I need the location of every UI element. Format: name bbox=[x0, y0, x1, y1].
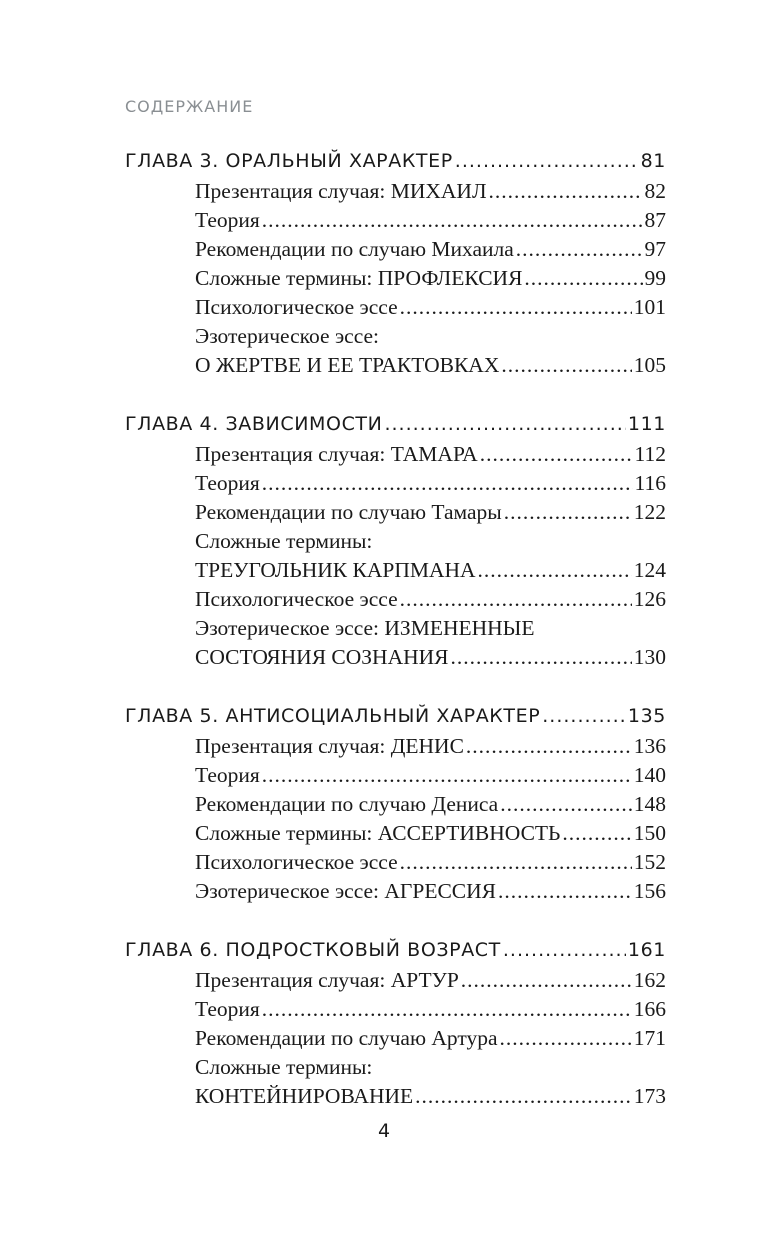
dot-leader bbox=[384, 408, 625, 440]
dot-leader bbox=[262, 995, 632, 1024]
dot-leader bbox=[524, 264, 642, 293]
toc-entry[interactable] bbox=[195, 877, 666, 906]
entry-title-first-line[interactable]: Сложные термины: bbox=[195, 529, 373, 553]
chapter-5 bbox=[125, 700, 666, 906]
page-number: 4 bbox=[377, 1120, 391, 1142]
entry-title: Презентация случая: МИХАИЛ bbox=[195, 179, 487, 203]
entry-title: Рекомендации по случаю Артура bbox=[195, 1026, 498, 1050]
entry-title: Рекомендации по случаю Михаила bbox=[195, 237, 514, 261]
toc-entry[interactable] bbox=[195, 848, 666, 877]
table-of-contents bbox=[125, 145, 666, 1139]
dot-leader bbox=[400, 293, 632, 322]
entry-page: 150 bbox=[633, 821, 666, 845]
entry-title: СОСТОЯНИЯ СОЗНАНИЯ bbox=[195, 645, 449, 669]
chapter-page: 81 bbox=[640, 150, 666, 172]
entry-title-first-line[interactable]: Эзотерическое эссе: ИЗМЕНЕННЫЕ bbox=[195, 616, 535, 640]
entry-title: Сложные термины: АССЕРТИВНОСТЬ bbox=[195, 821, 561, 845]
entry-title: Теория bbox=[195, 471, 260, 495]
toc-entry[interactable] bbox=[195, 790, 666, 819]
entry-page: 162 bbox=[633, 968, 666, 992]
dot-leader bbox=[415, 1082, 632, 1111]
entry-page: 97 bbox=[644, 237, 666, 261]
dot-leader bbox=[262, 469, 633, 498]
chapter-3 bbox=[125, 145, 666, 380]
entry-title: Презентация случая: АРТУР bbox=[195, 968, 459, 992]
chapter-title: ГЛАВА 6. ПОДРОСТКОВЫЙ ВОЗРАСТ bbox=[125, 939, 501, 961]
dot-leader bbox=[542, 700, 626, 732]
dot-leader bbox=[451, 643, 632, 672]
dot-leader bbox=[478, 556, 632, 585]
toc-entry[interactable] bbox=[195, 177, 666, 206]
dot-leader bbox=[500, 790, 632, 819]
entry-page: 148 bbox=[633, 792, 666, 816]
entry-title: Теория bbox=[195, 763, 260, 787]
dot-leader bbox=[562, 819, 631, 848]
toc-entry[interactable] bbox=[195, 966, 666, 995]
dot-leader bbox=[503, 934, 626, 966]
entry-title: Теория bbox=[195, 997, 260, 1021]
entry-title: Рекомендации по случаю Тамары bbox=[195, 500, 502, 524]
chapter-heading[interactable] bbox=[125, 408, 666, 440]
chapter-6 bbox=[125, 934, 666, 1111]
toc-entry[interactable] bbox=[195, 585, 666, 614]
entry-title: ТРЕУГОЛЬНИК КАРПМАНА bbox=[195, 558, 476, 582]
toc-entry[interactable] bbox=[195, 293, 666, 322]
entry-title-first-line[interactable]: Эзотерическое эссе: bbox=[195, 324, 380, 348]
entry-page: 82 bbox=[644, 179, 666, 203]
toc-entry[interactable] bbox=[195, 206, 666, 235]
entry-page: 152 bbox=[633, 850, 666, 874]
dot-leader bbox=[501, 351, 631, 380]
toc-entry[interactable] bbox=[195, 643, 666, 672]
entry-title: КОНТЕЙНИРОВАНИЕ bbox=[195, 1084, 414, 1108]
dot-leader bbox=[480, 440, 633, 469]
chapter-heading[interactable] bbox=[125, 700, 666, 732]
toc-entry[interactable] bbox=[195, 732, 666, 761]
toc-entry[interactable] bbox=[195, 1082, 666, 1111]
toc-entry[interactable] bbox=[195, 995, 666, 1024]
entry-page: 171 bbox=[633, 1026, 666, 1050]
entry-title: Психологическое эссе bbox=[195, 850, 398, 874]
entry-title: Эзотерическое эссе: АГРЕССИЯ bbox=[195, 879, 496, 903]
dot-leader bbox=[466, 732, 632, 761]
entry-title: Презентация случая: ТАМАРА bbox=[195, 442, 478, 466]
chapter-4 bbox=[125, 408, 666, 672]
entry-title: Презентация случая: ДЕНИС bbox=[195, 734, 464, 758]
entry-page: 105 bbox=[633, 353, 666, 377]
dot-leader bbox=[400, 848, 632, 877]
entry-page: 112 bbox=[634, 442, 666, 466]
dot-leader bbox=[455, 145, 639, 177]
toc-header: СОДЕРЖАНИЕ bbox=[125, 97, 254, 116]
entry-title-first-line[interactable]: Сложные термины: bbox=[195, 1055, 373, 1079]
chapter-heading[interactable] bbox=[125, 145, 666, 177]
entry-page: 136 bbox=[633, 734, 666, 758]
chapter-entries bbox=[195, 177, 666, 380]
toc-entry[interactable] bbox=[195, 761, 666, 790]
chapter-entries bbox=[195, 440, 666, 672]
entry-page: 156 bbox=[633, 879, 666, 903]
chapter-title: ГЛАВА 5. АНТИСОЦИАЛЬНЫЙ ХАРАКТЕР bbox=[125, 705, 541, 727]
chapter-page: 135 bbox=[627, 705, 666, 727]
dot-leader bbox=[262, 206, 643, 235]
toc-entry[interactable] bbox=[195, 1024, 666, 1053]
dot-leader bbox=[498, 877, 632, 906]
dot-leader bbox=[500, 1024, 632, 1053]
entry-page: 173 bbox=[633, 1084, 666, 1108]
dot-leader bbox=[262, 761, 632, 790]
chapter-entries bbox=[195, 732, 666, 906]
entry-page: 140 bbox=[633, 763, 666, 787]
toc-entry[interactable] bbox=[195, 498, 666, 527]
chapter-page: 161 bbox=[627, 939, 666, 961]
entry-page: 126 bbox=[633, 587, 666, 611]
entry-title: Рекомендации по случаю Дениса bbox=[195, 792, 499, 816]
entry-page: 122 bbox=[633, 500, 666, 524]
dot-leader bbox=[489, 177, 643, 206]
toc-entry[interactable] bbox=[195, 351, 666, 380]
toc-entry[interactable] bbox=[195, 440, 666, 469]
chapter-page: 111 bbox=[627, 413, 666, 435]
dot-leader bbox=[516, 235, 643, 264]
entry-title: Психологическое эссе bbox=[195, 587, 398, 611]
toc-entry[interactable] bbox=[195, 264, 666, 293]
chapter-title: ГЛАВА 4. ЗАВИСИМОСТИ bbox=[125, 413, 383, 435]
entry-title: Психологическое эссе bbox=[195, 295, 398, 319]
entry-page: 99 bbox=[644, 266, 666, 290]
dot-leader bbox=[400, 585, 632, 614]
entry-page: 130 bbox=[633, 645, 666, 669]
entry-page: 116 bbox=[634, 471, 666, 495]
chapter-title: ГЛАВА 3. ОРАЛЬНЫЙ ХАРАКТЕР bbox=[125, 150, 453, 172]
toc-entry[interactable] bbox=[195, 469, 666, 498]
entry-page: 124 bbox=[633, 558, 666, 582]
chapter-entries bbox=[195, 966, 666, 1111]
toc-entry[interactable] bbox=[195, 556, 666, 585]
toc-entry[interactable] bbox=[195, 819, 666, 848]
toc-entry[interactable] bbox=[195, 235, 666, 264]
dot-leader bbox=[504, 498, 632, 527]
entry-page: 87 bbox=[644, 208, 666, 232]
entry-title: Теория bbox=[195, 208, 260, 232]
chapter-heading[interactable] bbox=[125, 934, 666, 966]
entry-page: 166 bbox=[633, 997, 666, 1021]
entry-title: О ЖЕРТВЕ И ЕЕ ТРАКТОВКАХ bbox=[195, 353, 500, 377]
dot-leader bbox=[461, 966, 632, 995]
entry-page: 101 bbox=[633, 295, 666, 319]
entry-title: Сложные термины: ПРОФЛЕКСИЯ bbox=[195, 266, 523, 290]
